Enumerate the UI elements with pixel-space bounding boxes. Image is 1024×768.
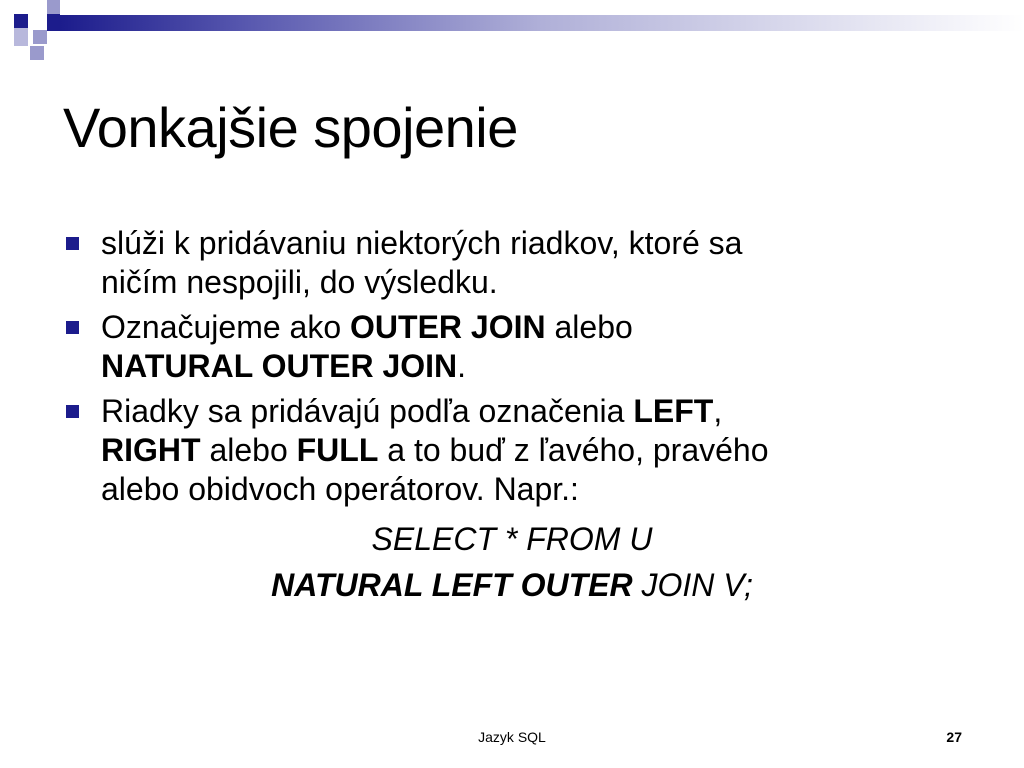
keyword: OUTER JOIN — [350, 309, 546, 345]
slide-title: Vonkajšie spojenie — [63, 96, 518, 159]
decorative-header — [0, 0, 1024, 70]
bullet-text: alebo — [200, 432, 297, 468]
deco-square — [47, 0, 60, 14]
square-bullet-icon — [66, 237, 79, 250]
square-bullet-icon — [66, 405, 79, 418]
bullet-text: Označujeme ako — [101, 309, 351, 345]
bullet-text: slúži k pridávaniu niektorých riadkov, ktoré sa — [101, 225, 743, 261]
keyword: FULL — [296, 432, 379, 468]
sql-keyword: NATURAL LEFT OUTER — [271, 567, 633, 603]
deco-square — [14, 28, 28, 46]
keyword: LEFT — [633, 393, 714, 429]
keyword: RIGHT — [101, 432, 201, 468]
page-number: 27 — [946, 729, 962, 745]
deco-square — [33, 30, 47, 44]
bullet-text: , — [713, 393, 723, 429]
bullet-text: a to buď z ľavého, pravého — [378, 432, 769, 468]
bullet-list — [64, 224, 964, 515]
deco-square — [47, 14, 60, 31]
footer-text: Jazyk SQL — [478, 729, 546, 745]
square-bullet-icon — [66, 321, 79, 334]
bullet-text: . — [457, 348, 467, 384]
bullet-text: Riadky sa pridávajú podľa označenia — [101, 393, 634, 429]
sql-example-line — [0, 566, 1024, 605]
keyword: NATURAL OUTER JOIN — [101, 348, 458, 384]
bullet-text: alebo obidvoch operátorov. Napr.: — [101, 471, 579, 507]
bullet-item — [64, 224, 964, 302]
deco-square — [14, 14, 28, 28]
bullet-text: ničím nespojili, do výsledku. — [101, 264, 498, 300]
bullet-text: alebo — [545, 309, 633, 345]
deco-square — [30, 46, 44, 60]
bullet-item — [64, 308, 964, 386]
bullet-item — [64, 392, 964, 509]
deco-gradient-bar — [60, 15, 1024, 31]
sql-text: JOIN V; — [632, 567, 753, 603]
sql-example-line: SELECT * FROM U — [371, 521, 653, 557]
